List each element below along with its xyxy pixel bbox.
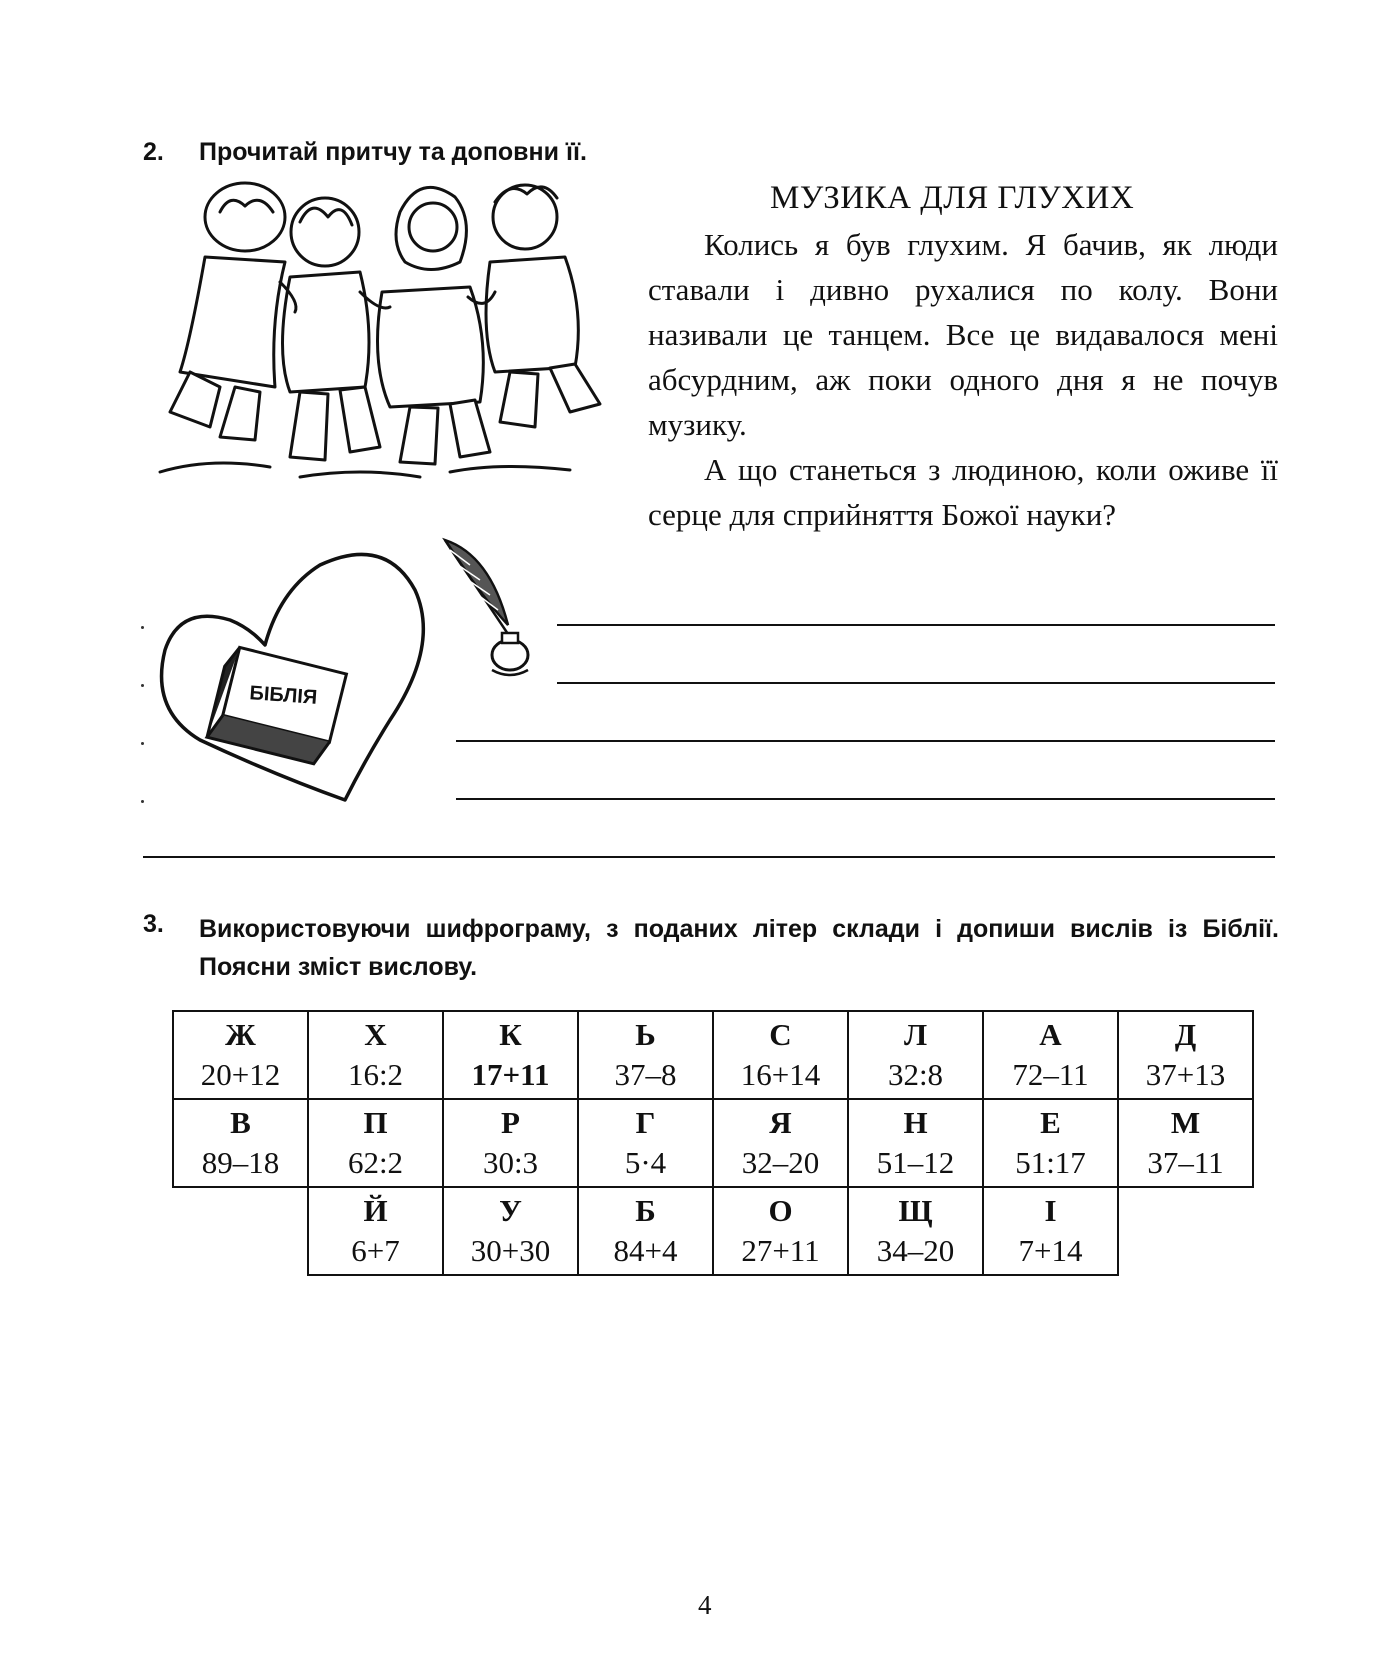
cipher-cell [713,1011,848,1099]
story-text-block [648,222,1278,537]
task-3-instruction: Використовуючи шифрограму, з поданих літер склади і допиши вислів із Біблії. Поясни зміст вислову. [199,915,1279,981]
cipher-letter: В [230,1105,251,1140]
cipher-cell [578,1187,713,1275]
task-3-number: 3. [143,910,164,938]
cipher-letter: Е [1040,1105,1061,1140]
cipher-letter: А [1039,1017,1062,1052]
cipher-letter: Х [364,1017,387,1052]
answer-line-2[interactable] [557,682,1275,684]
heart-bible-illustration [155,550,455,810]
cipher-cell [983,1099,1118,1187]
answer-line-1[interactable] [557,624,1275,626]
cipher-cell [443,1099,578,1187]
page-number: 4 [698,1590,712,1620]
story-paragraph-1: Колись я був глухим. Я бачив, як люди ставали і дивно рухалися по колу. Вони називали це танцем. Все це видавалося мені абсурдним, аж поки одного дня я не почув музику. [648,227,1278,442]
quill-inkwell-icon [430,535,550,695]
cipher-cell [983,1011,1118,1099]
story-paragraph-2: А що станеться з людиною, коли оживе її серце для сприйняття Божої науки? [648,452,1278,532]
cipher-letter: С [769,1017,792,1052]
task-2-instruction: Прочитай притчу та доповни її. [199,138,587,166]
cipher-letter: О [768,1193,793,1228]
cipher-expression: 5·4 [624,1145,667,1180]
cipher-expression: 37–8 [614,1057,677,1092]
cipher-cell [848,1099,983,1187]
cipher-letter: Я [769,1105,792,1140]
cipher-expression: 51:17 [1015,1145,1086,1180]
cipher-letter: І [1044,1193,1057,1228]
cipher-expression: 84+4 [613,1233,678,1268]
cipher-expression: 20+12 [200,1057,281,1092]
cipher-cell [1118,1099,1253,1187]
cipher-cell [308,1011,443,1099]
cipher-expression: 6+7 [351,1233,400,1268]
margin-dot [141,800,144,803]
cipher-expression: 16:2 [347,1057,404,1092]
dancing-children-illustration [150,172,630,492]
cipher-expression: 51–12 [876,1145,955,1180]
cipher-cell [578,1011,713,1099]
cipher-letter: Л [903,1017,928,1052]
cipher-letter: У [499,1193,522,1228]
cipher-letter: Г [635,1105,656,1140]
cipher-cell [578,1099,713,1187]
answer-line-4[interactable] [456,798,1275,800]
cipher-cell [1118,1011,1253,1099]
cipher-cell [983,1187,1118,1275]
cipher-expression: 62:2 [347,1145,404,1180]
cipher-expression: 27+11 [741,1233,820,1268]
cipher-cell [173,1099,308,1187]
cipher-cell [173,1011,308,1099]
cipher-letter: К [499,1017,522,1052]
cipher-cell [308,1187,443,1275]
cipher-letter: Й [363,1193,388,1228]
cipher-letter: Д [1174,1017,1197,1052]
cipher-row [173,1011,1253,1099]
cipher-expression: 7+14 [1018,1233,1083,1268]
cipher-letter: Щ [898,1193,933,1228]
cipher-empty-cell [1118,1187,1253,1275]
margin-dot [141,684,144,687]
cipher-cell [443,1187,578,1275]
cipher-expression: 72–11 [1012,1057,1089,1092]
cipher-table [172,1010,1254,1276]
margin-dot [141,626,144,629]
cipher-letter: Ж [225,1017,256,1052]
cipher-letter: Ь [635,1017,656,1052]
cipher-expression: 30:3 [482,1145,539,1180]
cipher-expression: 89–18 [201,1145,280,1180]
cipher-letter: Р [501,1105,520,1140]
cipher-cell [308,1099,443,1187]
cipher-cell [848,1187,983,1275]
cipher-letter: Н [903,1105,928,1140]
cipher-expression: 30+30 [470,1233,551,1268]
cipher-cell [848,1011,983,1099]
answer-line-5[interactable] [143,856,1275,858]
story-title: МУЗИКА ДЛЯ ГЛУХИХ [770,180,1135,216]
cipher-row [173,1187,1253,1275]
cipher-expression: 17+11 [471,1057,550,1092]
cipher-expression: 34–20 [876,1233,955,1268]
book-label: БІБЛІЯ [248,682,318,709]
cipher-expression: 37–11 [1147,1145,1224,1180]
answer-line-3[interactable] [456,740,1275,742]
task-2-number: 2. [143,138,164,166]
cipher-cell [713,1099,848,1187]
cipher-expression: 32–20 [741,1145,820,1180]
cipher-expression: 37+13 [1145,1057,1226,1092]
cipher-letter: Б [635,1193,656,1228]
cipher-cell [443,1011,578,1099]
margin-dot [141,742,144,745]
cipher-expression: 16+14 [740,1057,821,1092]
cipher-expression: 32:8 [887,1057,944,1092]
cipher-cell [713,1187,848,1275]
cipher-letter: П [363,1105,388,1140]
cipher-row [173,1099,1253,1187]
cipher-letter: М [1170,1105,1201,1140]
cipher-empty-cell [173,1187,308,1275]
